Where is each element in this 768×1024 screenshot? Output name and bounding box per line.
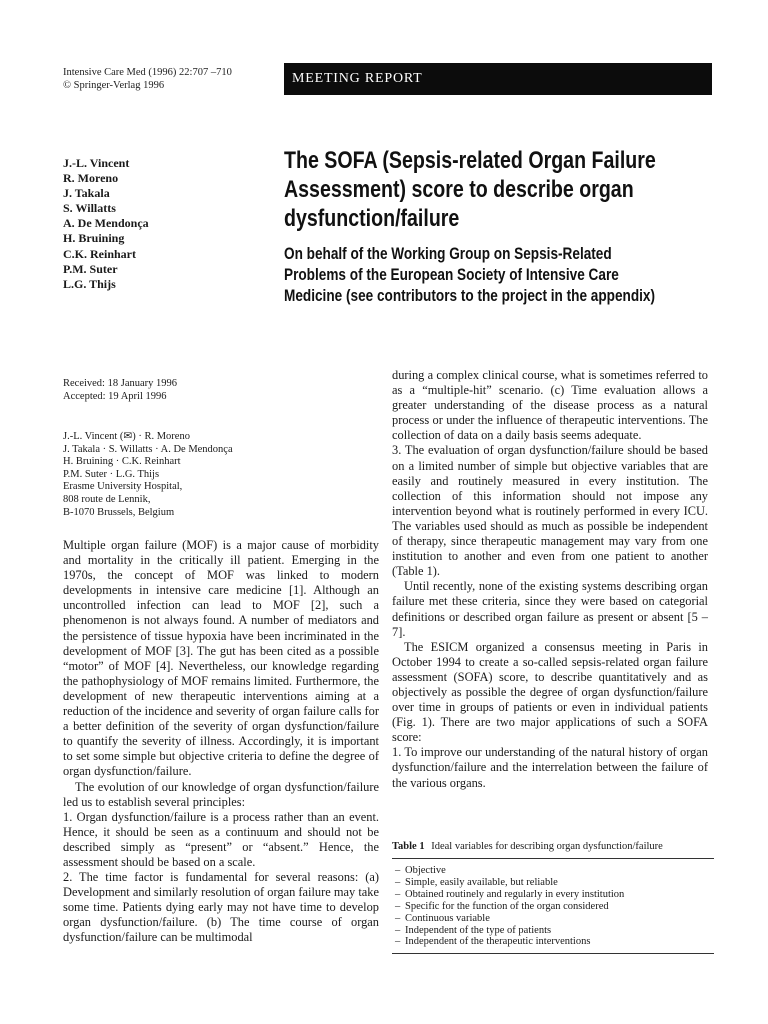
table-item <box>392 877 714 889</box>
author-name: P.M. Suter <box>63 261 118 276</box>
contact-line: B-1070 Brussels, Belgium <box>63 506 175 518</box>
dash-bullet: – <box>395 936 401 948</box>
table-caption-text: Ideal variables for describing organ dysfunction/failure <box>431 841 663 852</box>
body-left-column <box>63 538 379 946</box>
body-paragraph: The evolution of our knowledge of organ dysfunction/failure led us to establish several principles: <box>63 779 379 809</box>
article-dates <box>63 378 177 403</box>
dash-bullet: – <box>395 900 401 912</box>
author-name: A. De Mendonça <box>63 216 149 231</box>
accepted-date: Accepted: 19 April 1996 <box>63 390 167 402</box>
table-label: Table 1 <box>392 841 425 852</box>
dash-bullet: – <box>395 924 401 936</box>
paper-title <box>284 146 716 233</box>
table-caption <box>392 840 714 853</box>
body-paragraph: 1. To improve our understanding of the natural history of organ dysfunction/failure and the interrelation between the failure of the various organs. <box>392 745 708 790</box>
title-line: Assessment) score to describe organ <box>284 176 634 203</box>
author-name: H. Bruining <box>63 231 125 246</box>
table-item <box>392 936 714 948</box>
table-item <box>392 889 714 901</box>
contact-line: 808 route de Lennik, <box>63 493 151 505</box>
subtitle-line: On behalf of the Working Group on Sepsis-Related <box>284 244 612 263</box>
contact-line: H. Bruining · C.K. Reinhart <box>63 456 181 468</box>
contact-line: J. Takala · S. Willatts · A. De Mendonça <box>63 443 233 455</box>
subtitle-line: Medicine (see contributors to the project in the appendix) <box>284 286 656 305</box>
table-top-rule <box>392 858 714 859</box>
table-item-text: Obtained routinely and regularly in every institution <box>405 888 625 900</box>
author-list <box>63 156 149 292</box>
dash-bullet: – <box>395 865 401 876</box>
subtitle-line: Problems of the European Society of Intensive Care <box>284 265 619 284</box>
table-item <box>392 925 714 937</box>
table-item-text: Objective <box>405 865 446 876</box>
table-item <box>392 901 714 913</box>
author-name: J. Takala <box>63 186 110 201</box>
table-item <box>392 865 714 877</box>
table-item-text: Independent of the type of patients <box>405 924 552 936</box>
body-paragraph: 2. The time factor is fundamental for several reasons: (a) Development and similarly resolution of organ failure may take some time. Patients dying early may not have time to develop organ dysfunction/failure. (b) The time course of organ dysfunction/failure can be multimodal <box>63 870 379 945</box>
author-name: S. Willatts <box>63 201 116 216</box>
author-name: R. Moreno <box>63 171 119 186</box>
body-paragraph: Until recently, none of the existing systems describing organ failure met these criteria, since they were based on categorial definitions or described organ failure as present or absent [5 – 7]. <box>392 579 708 639</box>
correspondence-address <box>63 431 233 519</box>
author-name: C.K. Reinhart <box>63 246 136 261</box>
body-right-column <box>392 368 708 791</box>
contact-line: Erasme University Hospital, <box>63 481 183 493</box>
contact-line: J.-L. Vincent (✉) · R. Moreno <box>63 431 190 442</box>
dash-bullet: – <box>395 912 401 924</box>
table-item-text: Simple, easily available, but reliable <box>405 876 558 888</box>
title-line: The SOFA (Sepsis-related Organ Failure <box>284 147 656 174</box>
author-name: L.G. Thijs <box>63 276 116 291</box>
body-paragraph: 3. The evaluation of organ dysfunction/failure should be based on a limited number of simple but objective variables that are easily and routinely measured in every institution. The collection of this information should not impose any intervention beyond what is routinely performed in every ICU. The variables used should as much as possible be independent of therapy, since therapeutic management may vary from one institution to another and even from one patient to another (Table 1). <box>392 443 708 579</box>
dash-bullet: – <box>395 876 401 888</box>
section-banner: MEETING REPORT <box>284 63 712 95</box>
body-paragraph: during a complex clinical course, what is sometimes referred to as a “multiple-hit” scenario. (c) Time evaluation allows a greater understanding of the disease process as a natural process or under the influence of therapeutic interventions. The collection of data on a daily basis seems adequate. <box>392 368 708 443</box>
body-paragraph: The ESICM organized a consensus meeting in Paris in October 1994 to create a so-called sepsis-related organ failure assessment (SOFA) score, to describe quantitatively and as objectively as possible the degree of organ dysfunction/failure over time in groups of patients or even in individual patients (Fig. 1). There are two major applications of such a SOFA score: <box>392 639 708 745</box>
journal-citation: Intensive Care Med (1996) 22:707 –710 <box>63 67 232 78</box>
table-bottom-rule <box>392 953 714 954</box>
journal-publisher: © Springer-Verlag 1996 <box>63 80 165 91</box>
body-paragraph: Multiple organ failure (MOF) is a major cause of morbidity and mortality in the critically ill patient. Emerging in the 1970s, the concept of MOF was linked to modern developments in intensive care medicine [1]. Although an uncontrolled infection can lead to MOF [2], such a phenomenon is not always found. A number of mediators and the persistence of tissue hypoxia have been incriminated in the development of MOF [3]. The gut has been cited as a possible “motor” of MOF [4]. Nevertheless, our knowledge regarding the pathophysiology of MOF remains limited. Furthermore, the development of new therapeutic interventions aiming at a reduction of the incidence and severity of organ failure calls for a better definition of the severity of organ dysfunction/failure to quantify the severity of illness. Accordingly, it is important to set some simple but objective criteria to define the degree of organ dysfunction/failure. <box>63 538 379 779</box>
body-paragraph: 1. Organ dysfunction/failure is a process rather than an event. Hence, it should be seen as a continuum and should not be described simply as “present” or “absent.” Hence, the assessment should be based on a scale. <box>63 809 379 869</box>
journal-citation-block <box>63 66 232 92</box>
dash-bullet: – <box>395 888 401 900</box>
table-item-text: Independent of the therapeutic interventions <box>405 936 591 948</box>
table-list <box>392 865 714 948</box>
table-item-text: Continuous variable <box>405 912 490 924</box>
received-date: Received: 18 January 1996 <box>63 378 178 389</box>
author-name: J.-L. Vincent <box>63 156 130 170</box>
paper-subtitle <box>284 243 716 306</box>
table-item <box>392 913 714 925</box>
title-line: dysfunction/failure <box>284 205 460 232</box>
contact-line: P.M. Suter · L.G. Thijs <box>63 468 160 480</box>
table-item-text: Specific for the function of the organ considered <box>405 900 609 912</box>
